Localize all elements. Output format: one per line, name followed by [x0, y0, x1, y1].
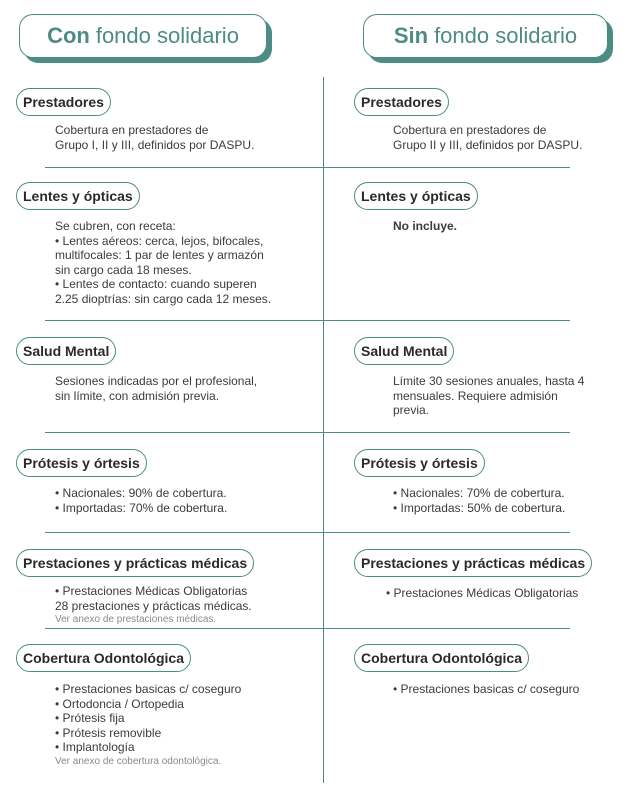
separator	[324, 167, 570, 168]
text-line: sin límite, con admisión previa.	[55, 388, 220, 403]
text-line: previa.	[393, 403, 430, 417]
section-label-left: Prestadores	[16, 88, 111, 116]
section-text-left	[55, 374, 257, 403]
section-label-right: Prótesis y órtesis	[354, 449, 485, 477]
text-line: Se cubren, con receta:	[55, 219, 176, 233]
annex-note: Ver anexo de prestaciones médicas.	[55, 614, 217, 625]
text-line: • Prestaciones basicas c/ coseguro	[55, 682, 242, 696]
text-line: • Lentes de contacto: cuando superen	[55, 277, 257, 291]
separator	[45, 628, 323, 629]
separator	[324, 628, 570, 629]
section-label-right: Salud Mental	[354, 337, 454, 365]
header-sin-fondo	[363, 14, 608, 58]
text-line: Sesiones indicadas por el profesional,	[55, 374, 258, 388]
text-line: • Prestaciones Médicas Obligatorias	[55, 584, 248, 598]
separator	[324, 320, 570, 321]
section-label-left: Lentes y ópticas	[16, 182, 140, 210]
separator	[324, 432, 570, 433]
text-line: • Importadas: 50% de cobertura.	[393, 500, 566, 515]
text-line: 28 prestaciones y prácticas médicas.	[55, 598, 252, 613]
text-line: Cobertura en prestadores de	[393, 123, 547, 137]
annex-note: Ver anexo de cobertura odontológica.	[55, 755, 222, 767]
center-divider	[323, 77, 324, 783]
section-text-left	[55, 486, 227, 515]
text-line: No incluye.	[393, 219, 458, 233]
text-line: • Prestaciones basicas c/ coseguro	[393, 682, 580, 696]
text-line: Cobertura en prestadores de	[55, 123, 209, 137]
text-line: • Prestaciones Médicas Obligatorias	[386, 586, 579, 600]
text-line: • Importadas: 70% de cobertura.	[55, 500, 228, 515]
section-label-right: Prestaciones y prácticas médicas	[354, 549, 592, 577]
text-line: • Ortodoncia / Ortopedia	[55, 696, 184, 711]
section-text-right	[393, 219, 457, 234]
text-line: • Nacionales: 90% de cobertura.	[55, 486, 227, 500]
separator	[324, 532, 570, 533]
section-label-right: Prestadores	[354, 88, 449, 116]
text-line: sin cargo cada 18 meses.	[55, 262, 192, 277]
text-line: multifocales: 1 par de lentes y armazón	[55, 248, 264, 262]
text-line: Grupo I, II y III, definidos por DASPU.	[55, 137, 255, 152]
text-line: • Prótesis removible	[55, 725, 162, 740]
text-line: 2.25 dioptrías: sin cargo cada 12 meses.	[55, 291, 272, 306]
text-line: • Prótesis fija	[55, 711, 125, 725]
section-label-left: Prótesis y órtesis	[16, 449, 147, 477]
section-label-left: Prestaciones y prácticas médicas	[16, 549, 254, 577]
section-text-left	[55, 682, 241, 768]
separator	[45, 432, 323, 433]
text-line: Grupo II y III, definidos por DASPU.	[393, 137, 583, 152]
text-line: • Implantología	[55, 740, 135, 754]
separator	[45, 320, 323, 321]
section-text-left	[55, 584, 252, 626]
section-text-right	[393, 123, 582, 152]
section-label-right: Cobertura Odontológica	[354, 644, 529, 672]
section-text-right	[393, 374, 584, 418]
section-label-left: Cobertura Odontológica	[16, 644, 191, 672]
header-left-rest: fondo solidario	[95, 23, 239, 48]
text-line: • Lentes aéreos: cerca, lejos, bifocales,	[55, 233, 264, 248]
header-right-rest: fondo solidario	[434, 23, 578, 48]
separator	[45, 532, 323, 533]
text-line: Límite 30 sesiones anuales, hasta 4	[393, 374, 585, 388]
section-label-right: Lentes y ópticas	[354, 182, 478, 210]
text-line: mensuales. Requiere admisión	[393, 388, 558, 403]
section-text-left	[55, 219, 271, 306]
text-line: • Nacionales: 70% de cobertura.	[393, 486, 565, 500]
section-text-right	[386, 586, 578, 601]
section-text-right	[393, 682, 579, 697]
section-text-right	[393, 486, 565, 515]
section-label-left: Salud Mental	[16, 337, 116, 365]
header-right-bold: Sin	[393, 23, 429, 48]
separator	[45, 167, 323, 168]
section-text-left	[55, 123, 254, 152]
header-left-bold: Con	[47, 23, 90, 48]
header-con-fondo	[19, 14, 267, 58]
